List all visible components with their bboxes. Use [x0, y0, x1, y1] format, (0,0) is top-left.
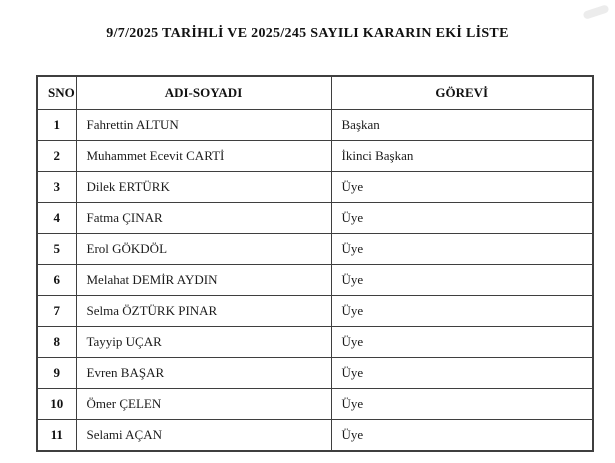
row-number-cell: 5 — [37, 234, 76, 265]
row-number-cell: 11 — [37, 420, 76, 452]
row-role-cell: Üye — [331, 234, 593, 265]
table-header-row — [37, 76, 593, 110]
table-row — [37, 358, 593, 389]
row-name-cell: Fatma ÇINAR — [76, 203, 331, 234]
row-name-cell: Dilek ERTÜRK — [76, 172, 331, 203]
row-role-cell: Üye — [331, 296, 593, 327]
table-header — [37, 76, 593, 110]
row-number-cell: 8 — [37, 327, 76, 358]
row-name-cell: Erol GÖKDÖL — [76, 234, 331, 265]
members-table — [36, 75, 594, 452]
table-row — [37, 327, 593, 358]
table-row — [37, 110, 593, 141]
row-number-cell: 4 — [37, 203, 76, 234]
table-row — [37, 203, 593, 234]
row-role-cell: Üye — [331, 203, 593, 234]
row-number-cell: 9 — [37, 358, 76, 389]
row-number-cell: 7 — [37, 296, 76, 327]
table-row — [37, 389, 593, 420]
row-name-cell: Selami AÇAN — [76, 420, 331, 452]
table-row — [37, 420, 593, 452]
row-name-cell: Muhammet Ecevit CARTİ — [76, 141, 331, 172]
row-number-cell: 6 — [37, 265, 76, 296]
table-row — [37, 296, 593, 327]
column-header-sno: SNO — [37, 76, 76, 110]
row-number-cell: 1 — [37, 110, 76, 141]
table-body — [37, 110, 593, 452]
row-role-cell: Üye — [331, 358, 593, 389]
column-header-role: GÖREVİ — [331, 76, 593, 110]
document-title: 9/7/2025 TARİHLİ VE 2025/245 SAYILI KARARIN EKİ LİSTE — [106, 26, 509, 41]
row-number-cell: 2 — [37, 141, 76, 172]
row-name-cell: Evren BAŞAR — [76, 358, 331, 389]
row-number-cell: 3 — [37, 172, 76, 203]
row-name-cell: Fahrettin ALTUN — [76, 110, 331, 141]
column-header-name: ADI-SOYADI — [76, 76, 331, 110]
row-role-cell: Üye — [331, 420, 593, 452]
table-row — [37, 265, 593, 296]
row-name-cell: Melahat DEMİR AYDIN — [76, 265, 331, 296]
table-row — [37, 234, 593, 265]
row-name-cell: Selma ÖZTÜRK PINAR — [76, 296, 331, 327]
row-name-cell: Ömer ÇELEN — [76, 389, 331, 420]
row-role-cell: Üye — [331, 389, 593, 420]
row-role-cell: İkinci Başkan — [331, 141, 593, 172]
table-row — [37, 172, 593, 203]
row-role-cell: Üye — [331, 327, 593, 358]
row-role-cell: Üye — [331, 265, 593, 296]
scan-artifact — [582, 4, 609, 20]
row-role-cell: Üye — [331, 172, 593, 203]
row-name-cell: Tayyip UÇAR — [76, 327, 331, 358]
table-row — [37, 141, 593, 172]
row-number-cell: 10 — [37, 389, 76, 420]
row-role-cell: Başkan — [331, 110, 593, 141]
